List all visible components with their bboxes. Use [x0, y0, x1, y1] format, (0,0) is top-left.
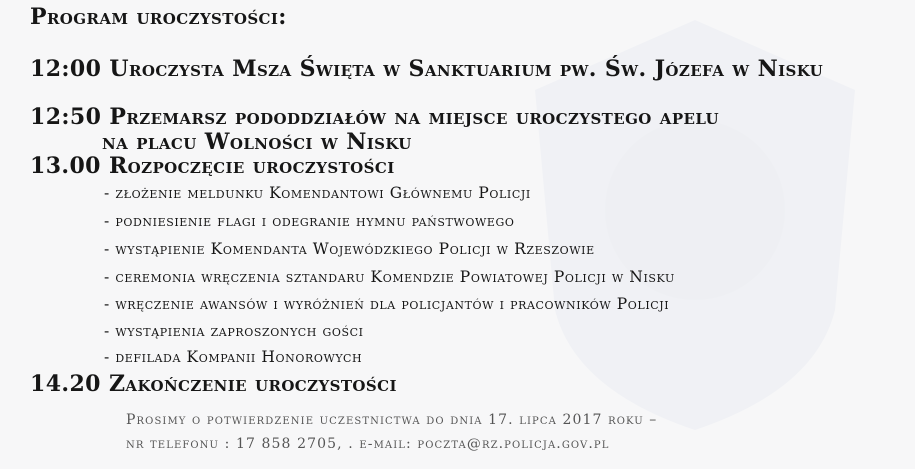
schedule-item-march: 12:50 Przemarsz pododdziałów na miejsce uroczystego apelu: [30, 104, 719, 130]
schedule-item-mass: 12:00 Uroczysta Msza Święta w Sanktuarium pw. Św. Józefa w Nisku: [30, 56, 824, 82]
subitem-report: - złożenie meldunku Komendantowi Głównemu Policji: [104, 184, 531, 202]
subitem-guest-speeches: - wystąpienia zaproszonych gości: [104, 322, 364, 340]
rsvp-note-line2: nr telefonu : 17 858 2705, . e-mail: poczta@rz.policja.gov.pl: [126, 436, 610, 452]
subitem-promotions: - wręczenie awansów i wyróżnień dla policjantów i pracowników Policji: [104, 295, 670, 313]
subitem-parade: - defilada Kompanii Honorowych: [104, 348, 363, 366]
subitem-flag-anthem: - podniesienie flagi i odegranie hymnu państwowego: [104, 212, 515, 230]
subitem-commander-speech: - wystąpienie Komendanta Wojewódzkiego Policji w Rzeszowie: [104, 240, 595, 258]
rsvp-note-line1: Prosimy o potwierdzenie uczestnictwa do dnia 17. lipca 2017 roku –: [126, 412, 658, 428]
subitem-banner-ceremony: - ceremonia wręczenia sztandaru Komendzie Powiatowej Policji w Nisku: [104, 268, 675, 286]
schedule-item-opening: 13.00 Rozpoczęcie uroczystości: [30, 153, 395, 179]
schedule-item-closing: 14.20 Zakończenie uroczystości: [30, 371, 397, 397]
schedule-item-march-location: na placu Wolności w Nisku: [102, 129, 412, 155]
program-heading: Program uroczystości:: [30, 4, 287, 30]
